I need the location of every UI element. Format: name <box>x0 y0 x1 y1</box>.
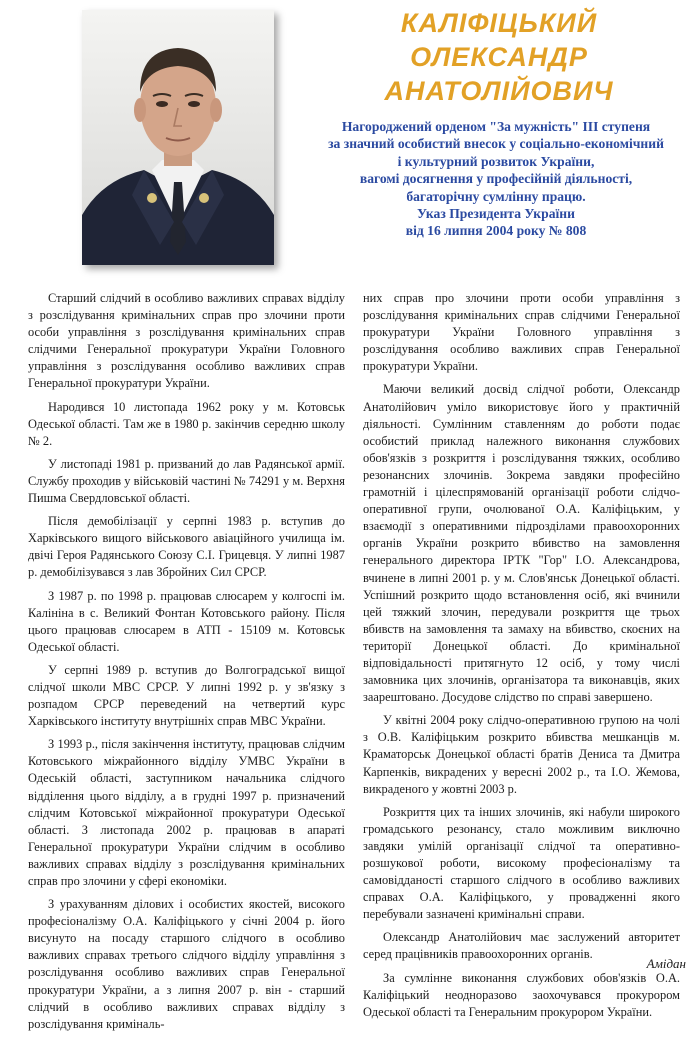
name-line: АНАТОЛІЙОВИЧ <box>384 76 614 106</box>
award-line: багаторічну сумлінну працю. <box>406 188 586 204</box>
biography-right-column <box>363 290 680 1027</box>
author-signature: Амідан <box>646 956 686 971</box>
paragraph-continued: них справ про злочини проти особи управління з розслідування кримінальних справ слідчими Генеральної прокуратури України Головного управління з розслідування особливо важливих справ Генеральної прокуратури України. <box>363 291 680 374</box>
portrait-photo <box>82 10 274 265</box>
paragraph: З урахуванням ділових і особистих якостей, високого професіоналізму О.А. Каліфіцького у січні 2004 р. його висунуто на посаду старшого слідчого в особливо важливих справах третього слідчого відділу управління з розслідування особливо важливих справ Генеральної прокуратури України, а з липня 2007 р. він - старший слідчий в особливо важливих справах відділу з розслідування криміналь- <box>28 897 345 1031</box>
award-line: і культурний розвиток України, <box>397 153 595 169</box>
paragraph: У серпні 1989 р. вступив до Волгоградської вищої слідчої школи МВС СРСР. У липні 1992 р. у зв'язку з розпадом СРСР переведений на четвертий курс Харківського інституту внутрішніх справ МВС України. <box>28 662 345 729</box>
paragraph: Старший слідчий в особливо важливих справах відділу з розслідування кримінальних справ про злочини проти особи управління з розслідування кримінальних справ слідчими Генеральної прокуратури України Головного управління з розслідування особливо важливих справ Генеральної прокуратури України. <box>28 291 345 391</box>
award-line: Указ Президента України <box>417 206 575 222</box>
award-citation <box>300 118 692 240</box>
paragraph: Олександр Анатолійович має заслужений авторитет серед працівників правоохоронних органів. <box>363 930 680 962</box>
name-line: ОЛЕКСАНДР <box>410 42 588 72</box>
award-line: за значний особистий внесок у соціально-економічний <box>328 136 664 152</box>
paragraph: У квітні 2004 року слідчо-оперативною групою на чолі з О.В. Каліфіцьким розкрито вбивства мешканців м. Краматорськ Донецької області братів Дениса та Дмитра Карпенків, викрадених у вересні 2002 р., та І.О. Жемова, викраденого у жовтні 2003 р. <box>363 713 680 796</box>
award-line: вагомі досягнення у професійній діяльності, <box>359 171 633 187</box>
award-line: від 16 липня 2004 року № 808 <box>405 223 587 239</box>
paragraph: Після демобілізації у серпні 1983 р. вступив до Харківського вищого військового авіаційного училища ім. двічі Героя Радянського Союзу С.І. Грицевця. У липні 1987 р. демобілізувався з лав Збройних Сил СРСР. <box>28 514 345 580</box>
paragraph: Народився 10 листопада 1962 року у м. Котовськ Одеської області. Там же в 1980 р. закінчив середню школу № 2. <box>28 399 345 448</box>
paragraph: У листопаді 1981 р. призваний до лав Радянської армії. Службу проходив у військовій частині № 74291 у м. Верхня Пишма Свердловської області. <box>28 456 345 506</box>
award-line: Нагороджений орденом "За мужність" III ступеня <box>341 119 651 134</box>
biography-left-column <box>28 290 345 1039</box>
paragraph: З 1987 р. по 1998 р. працював слюсарем у колгоспі ім. Калініна в с. Великий Фонтан Котовського району. Після цього працював слюсарем в АТП - 15109 м. Котовськ Одеської області. <box>28 588 345 654</box>
paragraph: Розкриття цих та інших злочинів, які набули широкого громадського резонансу, стало можливим виключно завдяки умілій організації слідчої та оперативно-розшукової роботи, високому професіоналізму та самовідданості старшого слідчого в особливо важливих справах О.А. Каліфіцького, у провадженні якого перебували зазначені кримінальні справи. <box>363 804 680 922</box>
portrait-illustration <box>82 10 274 265</box>
paragraph: Маючи великий досвід слідчої роботи, Олександр Анатолійович уміло використовує його у практичній діяльності. Сумлінним ставленням до роботи подає особистий приклад належного виконання службових обов'язків з розкриття і розслідування тяжких, особливо резонансних злочинів. Зокрема завдяки професійно грамотній і цілеспрямованій організації роботи слідчо-оперативної групи, очолюваної О.А. Каліфіцьким, у взаємодії з оперативними підрозділами правоохоронних органів України розкрито вбивство на замовлення генерального директора ІРТК "Гор" І.О. Александрова, вчинене в липні 2001 р. у м. Слов'янськ Донецької області. Успішний розкрито щодо встановлення осіб, які вчинили цей тяжкий злочин, передували розкриття ще трьох вбивств на замовлення та замаху на вбивство, скоєних на території Донецької області. До кримінальної відповідальності притягнуто 12 осіб, у тому числі замовника цих злочинів, організатора та виконавців, яких заарештовано. Досудове слідство по справі завершено. <box>363 382 680 705</box>
paragraph: За сумлінне виконання службових обов'язків О.А. Каліфіцький неодноразово заохочувався прокурором Одеської області та Генеральним прокурором України. <box>363 970 680 1019</box>
paragraph: З 1993 р., після закінчення інституту, працював слідчим Котовського міжрайонного відділу УМВС України в Одеській області, заступником начальника слідчого відділення цього відділу, а в грудні 1997 р. призначений слідчим Котовської міжрайонної прокуратури Одеської області. З листопада 2002 р. працював в апараті Генеральної прокуратури України слідчим в особливо важливих справах відділу з розслідування кримінальних справ про злочини у сфері економіки. <box>28 737 345 888</box>
person-name <box>318 6 680 108</box>
name-line: КАЛІФІЦЬКИЙ <box>400 8 598 38</box>
